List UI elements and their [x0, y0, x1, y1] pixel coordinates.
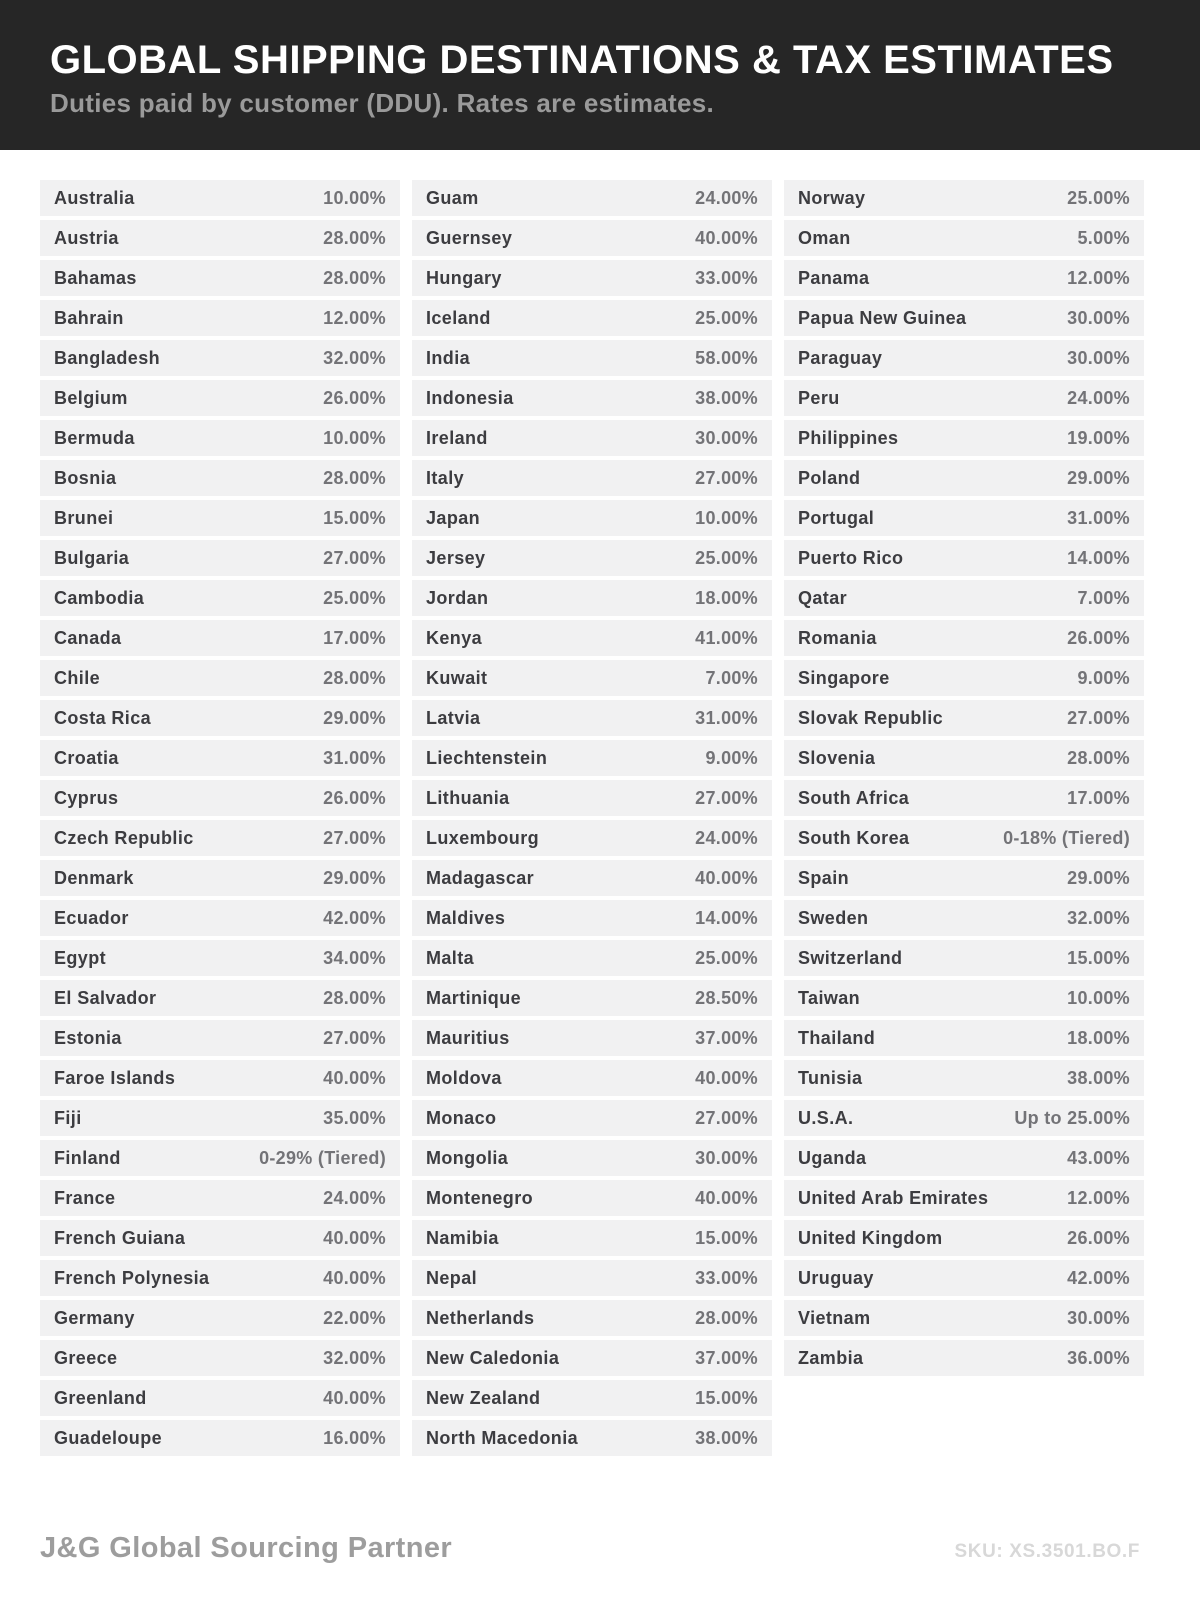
tax-rate-value: 17.00% — [1067, 787, 1130, 808]
tax-rate-value: 37.00% — [695, 1347, 758, 1368]
tax-rate-value: 28.00% — [323, 987, 386, 1008]
tax-rate-value: 24.00% — [695, 827, 758, 848]
country-name: Egypt — [54, 947, 107, 968]
table-row — [40, 1060, 400, 1096]
country-name: Mauritius — [426, 1027, 510, 1048]
country-name: Jordan — [426, 587, 489, 608]
country-name: Qatar — [798, 587, 848, 608]
table-row — [412, 460, 772, 496]
table-row — [40, 1340, 400, 1376]
table-row — [784, 900, 1144, 936]
tax-rate-value: 12.00% — [323, 307, 386, 328]
table-row — [40, 740, 400, 776]
tax-rate-value: 32.00% — [323, 347, 386, 368]
table-row — [412, 1140, 772, 1176]
country-name: United Arab Emirates — [798, 1187, 989, 1208]
table-row — [40, 1180, 400, 1216]
table-row — [40, 580, 400, 616]
country-name: Czech Republic — [54, 827, 194, 848]
country-name: Netherlands — [426, 1307, 535, 1328]
tax-rate-value: 10.00% — [323, 187, 386, 208]
table-row — [412, 660, 772, 696]
country-name: India — [426, 347, 471, 368]
country-name: Bahrain — [54, 307, 124, 328]
tax-rate-value: 33.00% — [695, 267, 758, 288]
country-name: Indonesia — [426, 387, 514, 408]
tax-rate-value: 27.00% — [695, 467, 758, 488]
tax-rate-value: 25.00% — [323, 587, 386, 608]
tax-rate-value: 14.00% — [1067, 547, 1130, 568]
country-name: Paraguay — [798, 347, 883, 368]
table-row — [412, 420, 772, 456]
table-row — [412, 500, 772, 536]
tax-rate-value: 16.00% — [323, 1427, 386, 1448]
table-row — [40, 460, 400, 496]
country-name: Panama — [798, 267, 870, 288]
tax-rate-value: 17.00% — [323, 627, 386, 648]
country-name: Guadeloupe — [54, 1427, 163, 1448]
table-row — [784, 1220, 1144, 1256]
tax-rate-value: 10.00% — [323, 427, 386, 448]
tax-rate-value: 36.00% — [1067, 1347, 1130, 1368]
table-row — [784, 1180, 1144, 1216]
tax-rate-value: 42.00% — [1067, 1267, 1130, 1288]
brand-name: J&G Global Sourcing Partner — [40, 1532, 453, 1564]
tax-rate-value: 32.00% — [1067, 907, 1130, 928]
country-name: Portugal — [798, 507, 875, 528]
tax-rate-value: 25.00% — [695, 307, 758, 328]
country-name: New Zealand — [426, 1387, 541, 1408]
country-name: Ecuador — [54, 907, 129, 928]
country-name: Namibia — [426, 1227, 499, 1248]
tax-rate-value: 40.00% — [695, 867, 758, 888]
tax-rate-value: 31.00% — [323, 747, 386, 768]
table-row — [784, 500, 1144, 536]
tax-rate-value: 10.00% — [1067, 987, 1130, 1008]
table-row — [784, 700, 1144, 736]
table-row — [784, 180, 1144, 216]
tax-rate-value: 28.00% — [323, 227, 386, 248]
tax-rate-value: 27.00% — [323, 547, 386, 568]
tax-rate-value: 18.00% — [1067, 1027, 1130, 1048]
tax-rate-value: 22.00% — [323, 1307, 386, 1328]
tax-rate-value: 30.00% — [1067, 1307, 1130, 1328]
table-row — [40, 1380, 400, 1416]
table-row — [784, 1060, 1144, 1096]
tax-rate-value: 15.00% — [695, 1387, 758, 1408]
tax-rate-value: 30.00% — [695, 1147, 758, 1168]
table-row — [784, 860, 1144, 896]
country-name: Moldova — [426, 1067, 502, 1088]
table-row — [412, 260, 772, 296]
tax-rate-value: 25.00% — [695, 547, 758, 568]
table-row — [40, 1220, 400, 1256]
table-row — [784, 580, 1144, 616]
table-row — [40, 660, 400, 696]
table-row — [412, 980, 772, 1016]
tax-rate-value: 26.00% — [1067, 1227, 1130, 1248]
table-row — [40, 500, 400, 536]
country-name: Switzerland — [798, 947, 903, 968]
tax-rate-value: 15.00% — [323, 507, 386, 528]
country-name: Malta — [426, 947, 475, 968]
country-name: Vietnam — [798, 1307, 871, 1328]
footer — [0, 1532, 1200, 1565]
tax-rate-value: 37.00% — [695, 1027, 758, 1048]
country-name: Romania — [798, 627, 877, 648]
country-name: Tunisia — [798, 1067, 863, 1088]
table-row — [40, 180, 400, 216]
country-name: Estonia — [54, 1027, 122, 1048]
tax-rate-value: 14.00% — [695, 907, 758, 928]
tax-rate-value: Up to 25.00% — [1014, 1107, 1130, 1128]
table-row — [40, 980, 400, 1016]
table-row — [412, 1180, 772, 1216]
tax-rate-value: 29.00% — [323, 707, 386, 728]
table-row — [412, 780, 772, 816]
tax-rate-value: 0-29% (Tiered) — [259, 1147, 386, 1168]
country-name: South Africa — [798, 787, 910, 808]
table-row — [40, 420, 400, 456]
country-name: Thailand — [798, 1027, 876, 1048]
tax-rate-value: 35.00% — [323, 1107, 386, 1128]
country-name: Fiji — [54, 1107, 82, 1128]
table-column-3 — [784, 180, 1144, 1460]
tax-rate-value: 40.00% — [323, 1387, 386, 1408]
country-name: Singapore — [798, 667, 890, 688]
table-row — [40, 1140, 400, 1176]
table-row — [40, 340, 400, 376]
country-name: Hungary — [426, 267, 502, 288]
table-row — [784, 620, 1144, 656]
table-row — [784, 220, 1144, 256]
tax-rate-value: 27.00% — [1067, 707, 1130, 728]
country-name: South Korea — [798, 827, 910, 848]
table-row — [412, 1340, 772, 1376]
tax-rate-value: 38.00% — [695, 1427, 758, 1448]
tax-rate-value: 28.00% — [1067, 747, 1130, 768]
table-row — [40, 700, 400, 736]
table-row — [784, 740, 1144, 776]
table-column-1 — [40, 180, 400, 1460]
country-name: Nepal — [426, 1267, 478, 1288]
table-row — [412, 300, 772, 336]
country-name: Luxembourg — [426, 827, 540, 848]
country-name: Montenegro — [426, 1187, 533, 1208]
table-row — [40, 620, 400, 656]
tax-rate-value: 25.00% — [695, 947, 758, 968]
table-row — [784, 820, 1144, 856]
country-name: Slovak Republic — [798, 707, 944, 728]
tax-rate-value: 40.00% — [323, 1227, 386, 1248]
country-name: Cyprus — [54, 787, 119, 808]
country-name: Belgium — [54, 387, 128, 408]
table-row — [40, 540, 400, 576]
country-name: Poland — [798, 467, 861, 488]
country-name: Philippines — [798, 427, 899, 448]
table-row — [40, 820, 400, 856]
country-name: Bermuda — [54, 427, 135, 448]
country-name: Japan — [426, 507, 481, 528]
tax-rate-value: 38.00% — [695, 387, 758, 408]
table-row — [784, 260, 1144, 296]
tax-rate-value: 26.00% — [1067, 627, 1130, 648]
country-name: U.S.A. — [798, 1107, 854, 1128]
country-name: Australia — [54, 187, 135, 208]
tax-rate-value: 40.00% — [695, 1187, 758, 1208]
tax-rate-value: 30.00% — [1067, 307, 1130, 328]
table-row — [412, 1300, 772, 1336]
country-name: Slovenia — [798, 747, 876, 768]
table-row — [784, 540, 1144, 576]
sku-label: SKU: XS.3501.BO.F — [954, 1541, 1140, 1562]
country-name: Bahamas — [54, 267, 137, 288]
country-name: Sweden — [798, 907, 869, 928]
tax-rate-value: 28.00% — [323, 267, 386, 288]
tax-rate-value: 10.00% — [695, 507, 758, 528]
tax-rate-value: 27.00% — [323, 827, 386, 848]
country-name: Oman — [798, 227, 851, 248]
table-row — [412, 740, 772, 776]
shipping-rates-table — [0, 180, 1200, 1460]
country-name: Maldives — [426, 907, 506, 928]
table-row — [784, 460, 1144, 496]
table-row — [412, 380, 772, 416]
tax-rate-value: 28.00% — [323, 467, 386, 488]
tax-rate-value: 58.00% — [695, 347, 758, 368]
table-row — [784, 1140, 1144, 1176]
tax-rate-value: 26.00% — [323, 387, 386, 408]
tax-rate-value: 43.00% — [1067, 1147, 1130, 1168]
tax-rate-value: 41.00% — [695, 627, 758, 648]
table-row — [40, 900, 400, 936]
table-row — [412, 580, 772, 616]
tax-rate-value: 42.00% — [323, 907, 386, 928]
table-row — [412, 1420, 772, 1456]
table-row — [40, 860, 400, 896]
table-row — [412, 940, 772, 976]
tax-rate-value: 12.00% — [1067, 267, 1130, 288]
table-row — [784, 1100, 1144, 1136]
country-name: Guernsey — [426, 227, 513, 248]
tax-rate-value: 31.00% — [1067, 507, 1130, 528]
table-column-2 — [412, 180, 772, 1460]
table-row — [784, 420, 1144, 456]
country-name: Uruguay — [798, 1267, 874, 1288]
table-row — [784, 1300, 1144, 1336]
country-name: Brunei — [54, 507, 114, 528]
tax-rate-value: 9.00% — [1077, 667, 1130, 688]
country-name: Liechtenstein — [426, 747, 548, 768]
table-row — [412, 1060, 772, 1096]
country-name: Latvia — [426, 707, 481, 728]
table-row — [412, 700, 772, 736]
country-name: Greenland — [54, 1387, 147, 1408]
country-name: Cambodia — [54, 587, 145, 608]
tax-rate-value: 24.00% — [695, 187, 758, 208]
country-name: Taiwan — [798, 987, 861, 1008]
country-name: Zambia — [798, 1347, 864, 1368]
table-row — [784, 1260, 1144, 1296]
table-row — [412, 1260, 772, 1296]
country-name: Kuwait — [426, 667, 488, 688]
tax-rate-value: 15.00% — [695, 1227, 758, 1248]
tax-rate-value: 27.00% — [695, 1107, 758, 1128]
table-row — [412, 620, 772, 656]
table-row — [40, 940, 400, 976]
country-name: Iceland — [426, 307, 491, 328]
country-name: Puerto Rico — [798, 547, 904, 568]
table-row — [784, 1340, 1144, 1376]
country-name: Mongolia — [426, 1147, 509, 1168]
country-name: French Polynesia — [54, 1267, 210, 1288]
tax-rate-value: 19.00% — [1067, 427, 1130, 448]
country-name: Lithuania — [426, 787, 510, 808]
tax-rate-value: 5.00% — [1077, 227, 1130, 248]
table-row — [40, 1260, 400, 1296]
country-name: Norway — [798, 187, 866, 208]
tax-rate-value: 40.00% — [695, 1067, 758, 1088]
country-name: Bulgaria — [54, 547, 130, 568]
country-name: New Caledonia — [426, 1347, 560, 1368]
table-row — [784, 940, 1144, 976]
tax-rate-value: 30.00% — [695, 427, 758, 448]
country-name: United Kingdom — [798, 1227, 943, 1248]
country-name: Kenya — [426, 627, 483, 648]
table-row — [784, 660, 1144, 696]
country-name: North Macedonia — [426, 1427, 579, 1448]
country-name: French Guiana — [54, 1227, 186, 1248]
tax-rate-value: 26.00% — [323, 787, 386, 808]
tax-rate-value: 18.00% — [695, 587, 758, 608]
country-name: Guam — [426, 187, 479, 208]
table-row — [412, 340, 772, 376]
tax-rate-value: 30.00% — [1067, 347, 1130, 368]
country-name: Uganda — [798, 1147, 867, 1168]
table-row — [40, 220, 400, 256]
page-subtitle: Duties paid by customer (DDU). Rates are estimates. — [50, 88, 715, 118]
tax-rate-value: 0-18% (Tiered) — [1003, 827, 1130, 848]
tax-rate-value: 32.00% — [323, 1347, 386, 1368]
tax-rate-value: 40.00% — [323, 1267, 386, 1288]
country-name: Croatia — [54, 747, 119, 768]
table-row — [412, 900, 772, 936]
tax-rate-value: 24.00% — [323, 1187, 386, 1208]
tax-rate-value: 34.00% — [323, 947, 386, 968]
country-name: Bosnia — [54, 467, 117, 488]
country-name: France — [54, 1187, 116, 1208]
table-row — [40, 1100, 400, 1136]
table-row — [784, 340, 1144, 376]
country-name: Martinique — [426, 987, 522, 1008]
table-row — [40, 1020, 400, 1056]
country-name: Costa Rica — [54, 707, 152, 728]
tax-rate-value: 27.00% — [323, 1027, 386, 1048]
tax-rate-value: 28.00% — [695, 1307, 758, 1328]
country-name: Greece — [54, 1347, 118, 1368]
tax-rate-value: 29.00% — [1067, 867, 1130, 888]
table-row — [412, 1380, 772, 1416]
tax-rate-value: 33.00% — [695, 1267, 758, 1288]
tax-rate-value: 15.00% — [1067, 947, 1130, 968]
tax-rate-value: 29.00% — [323, 867, 386, 888]
table-row — [40, 380, 400, 416]
country-name: Finland — [54, 1147, 121, 1168]
country-name: Peru — [798, 387, 840, 408]
table-row — [412, 1020, 772, 1056]
table-row — [412, 180, 772, 216]
tax-rate-value: 40.00% — [695, 227, 758, 248]
page-title: GLOBAL SHIPPING DESTINATIONS & TAX ESTIMATES — [50, 38, 1114, 82]
tax-rate-value: 27.00% — [695, 787, 758, 808]
table-row — [412, 540, 772, 576]
country-name: Austria — [54, 227, 119, 248]
country-name: Italy — [426, 467, 465, 488]
tax-rate-value: 31.00% — [695, 707, 758, 728]
table-row — [784, 1020, 1144, 1056]
table-row — [40, 300, 400, 336]
country-name: Madagascar — [426, 867, 535, 888]
tax-rate-value: 7.00% — [705, 667, 758, 688]
tax-rate-value: 12.00% — [1067, 1187, 1130, 1208]
country-name: Spain — [798, 867, 850, 888]
table-row — [40, 1420, 400, 1456]
table-row — [412, 820, 772, 856]
table-row — [40, 780, 400, 816]
tax-rate-value: 40.00% — [323, 1067, 386, 1088]
country-name: Papua New Guinea — [798, 307, 967, 328]
country-name: El Salvador — [54, 987, 157, 1008]
tax-rate-value: 9.00% — [705, 747, 758, 768]
country-name: Germany — [54, 1307, 135, 1328]
tax-rate-value: 25.00% — [1067, 187, 1130, 208]
country-name: Monaco — [426, 1107, 497, 1128]
table-row — [412, 860, 772, 896]
table-row — [412, 220, 772, 256]
country-name: Chile — [54, 667, 101, 688]
country-name: Denmark — [54, 867, 134, 888]
table-row — [40, 1300, 400, 1336]
tax-rate-value: 28.50% — [695, 987, 758, 1008]
country-name: Canada — [54, 627, 122, 648]
tax-rate-value: 38.00% — [1067, 1067, 1130, 1088]
tax-rate-value: 24.00% — [1067, 387, 1130, 408]
table-row — [412, 1220, 772, 1256]
tax-rate-value: 29.00% — [1067, 467, 1130, 488]
table-row — [784, 380, 1144, 416]
table-row — [784, 980, 1144, 1016]
table-row — [412, 1100, 772, 1136]
table-row — [784, 300, 1144, 336]
table-row — [40, 260, 400, 296]
country-name: Bangladesh — [54, 347, 161, 368]
country-name: Jersey — [426, 547, 486, 568]
header-banner — [0, 0, 1200, 150]
tax-rate-value: 28.00% — [323, 667, 386, 688]
table-row — [784, 780, 1144, 816]
tax-rate-value: 7.00% — [1077, 587, 1130, 608]
country-name: Ireland — [426, 427, 488, 448]
country-name: Faroe Islands — [54, 1067, 176, 1088]
